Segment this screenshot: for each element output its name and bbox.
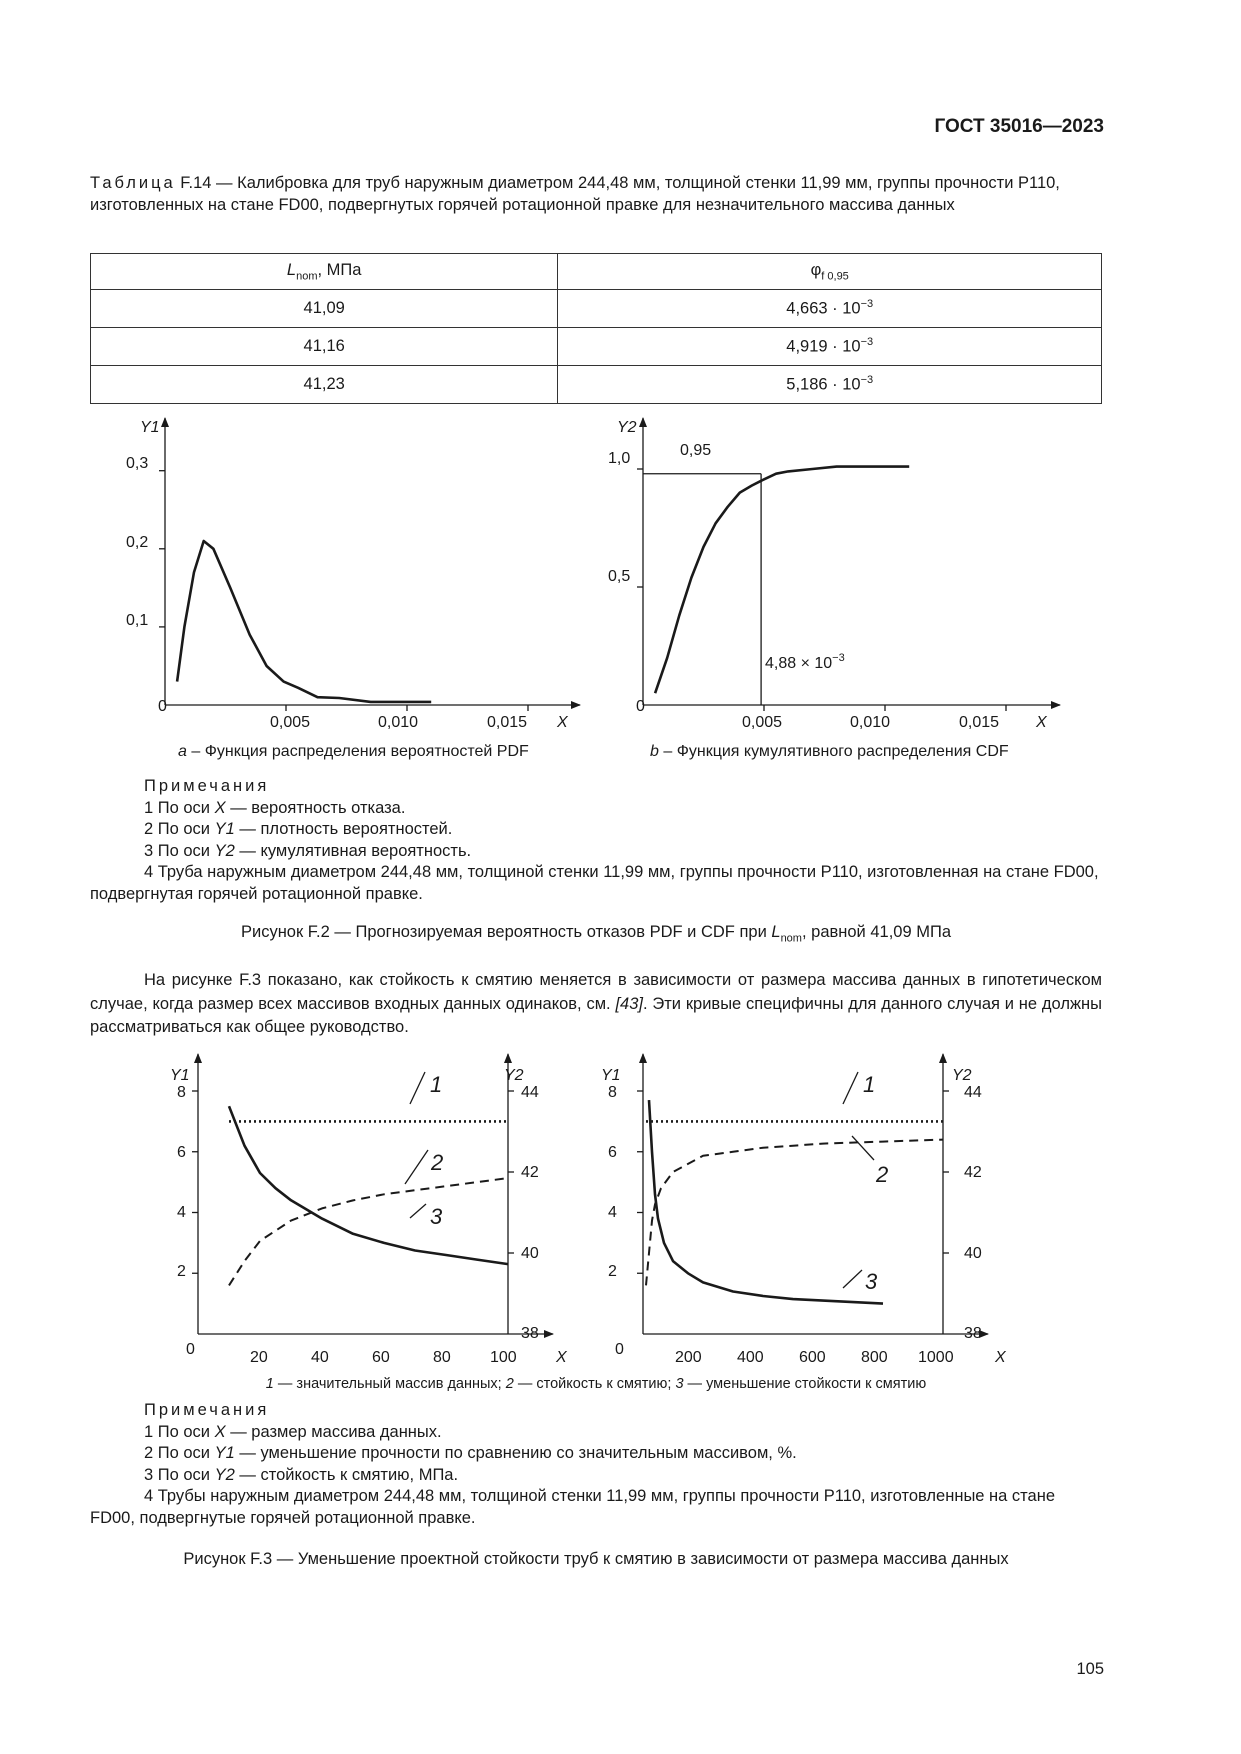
chart-b-caption: b – Функция кумулятивного распределения CDF	[650, 743, 1009, 760]
note-item: 3 По оси Y2 — кумулятивная вероятность.	[144, 841, 472, 860]
chart-a-pdf-series	[177, 541, 431, 702]
header-lnom: $L_{nom}$, МПа	[91, 254, 558, 290]
chart-a-ytick: 0,2	[126, 534, 149, 551]
f3-right-leader-1	[843, 1072, 858, 1104]
f3-right-series-3	[649, 1100, 883, 1304]
chart-b-095-label: 0,95	[680, 442, 712, 459]
note-item: 1 По оси X — вероятность отказа.	[144, 798, 406, 817]
cell-lnom: 41,23	[91, 366, 558, 404]
chart-b-xtick: 0,005	[742, 714, 783, 731]
cell-lnom: 41,16	[91, 328, 558, 366]
f3-left-y2tick: 40	[521, 1245, 539, 1262]
chart-a-ytick: 0,1	[126, 612, 149, 629]
f3-left-zero: 0	[186, 1341, 195, 1358]
chart-b-ytick: 1,0	[608, 450, 631, 467]
chart-a-ylabel: Y1	[140, 419, 160, 436]
f3-left-y1tick: 4	[177, 1204, 186, 1221]
f3-left-y2tick: 44	[521, 1084, 539, 1101]
figure-f3	[0, 1040, 1241, 1375]
chart-a-zero: 0	[158, 698, 167, 715]
note-item: 2 По оси Y1 — плотность вероятностей.	[144, 820, 453, 838]
f3-left-series-3	[229, 1106, 508, 1264]
chart-b-xlabel: X	[1036, 714, 1047, 731]
f3-left-curve-label: 2	[431, 1150, 444, 1175]
f3-left-leader-2	[405, 1150, 428, 1184]
note-item: 3 По оси Y2 — стойкость к смятию, МПа.	[144, 1465, 459, 1484]
f3-left-y2label: Y2	[504, 1067, 524, 1084]
f3-right-series-2	[646, 1140, 943, 1286]
f3-right-leader-2	[852, 1136, 874, 1160]
chart-b-x-annotation: $4,88 \times 10^{-3}$	[765, 652, 845, 672]
note-item: 2 По оси Y1 — уменьшение прочности по сравнению со значительным массивом, %.	[144, 1444, 797, 1462]
f3-right-xtick: 800	[861, 1349, 888, 1366]
chart-b-xtick: 0,010	[850, 714, 891, 731]
document-header: ГОСТ 35016—2023	[934, 116, 1104, 137]
f3-right-y1tick: 2	[608, 1263, 617, 1280]
f3-left-y1label: Y1	[170, 1067, 190, 1084]
f3-left-xtick: 60	[372, 1349, 390, 1366]
note-item: 4 Трубы наружным диаметром 244,48 мм, толщиной стенки 11,99 мм, группы прочности Р110, изготовленные на стане FD00, подвергнутые горячей ротационной правке.	[90, 1487, 1056, 1527]
note-item: 4 Труба наружным диаметром 244,48 мм, толщиной стенки 11,99 мм, группы прочности Р110, изготовленная на стане FD00, подвергнутая горячей ротационной правке.	[90, 863, 1099, 903]
f3-right-y2label: Y2	[952, 1067, 972, 1084]
chart-a-xtick: 0,005	[270, 714, 311, 731]
f3-right-y2tick: 40	[964, 1245, 982, 1262]
f3-left-y1tick: 6	[177, 1144, 186, 1161]
figure-f2	[0, 0, 1241, 790]
f3-right-xtick: 1000	[918, 1349, 954, 1366]
cell-lnom: 41,09	[91, 290, 558, 328]
notes-title: Примечания	[144, 1401, 270, 1419]
f3-left-y2tick: 42	[521, 1164, 539, 1181]
f3-right-xlabel: X	[995, 1349, 1006, 1366]
figure-f3-legend: 1 — значительный массив данных; 2 — стойкость к смятию; 3 — уменьшение стойкости к смятию	[265, 1376, 927, 1392]
f3-left-xtick: 100	[490, 1349, 517, 1366]
f3-left-leader-1	[410, 1072, 425, 1104]
f3-right-y1tick: 6	[608, 1144, 617, 1161]
cell-phi: $4,663 \cdot 10^{-3}$	[558, 290, 1102, 328]
chart-a-ytick: 0,3	[126, 455, 149, 472]
chart-a-xlabel: X	[557, 714, 568, 731]
table-caption-prefix: Таблица	[90, 174, 176, 192]
chart-b-ylabel: Y2	[617, 419, 637, 436]
f3-left-series-2	[229, 1178, 508, 1285]
f3-right-xtick: 400	[737, 1349, 764, 1366]
f3-right-y2tick: 44	[964, 1084, 982, 1101]
figure-f3-caption: Рисунок F.3 — Уменьшение проектной стойкости труб к смятию в зависимости от размера массива данных	[183, 1550, 1009, 1568]
page-number: 105	[1076, 1660, 1104, 1678]
notes-title: Примечания	[144, 777, 270, 795]
f3-right-xtick: 600	[799, 1349, 826, 1366]
f3-right-curve-label: 1	[863, 1072, 876, 1097]
figure-f2-caption: Рисунок F.2 — Прогнозируемая вероятность отказов PDF и CDF при $L_{nom}$, равной 41,09 МПа	[240, 923, 952, 945]
f3-left-y1tick: 8	[177, 1084, 186, 1101]
f3-left-xtick: 40	[311, 1349, 329, 1366]
fig3-notes	[90, 1400, 1102, 1529]
f3-left-leader-3	[410, 1204, 426, 1218]
chart-b-xtick: 0,015	[959, 714, 1000, 731]
f3-left-curve-label: 3	[430, 1204, 443, 1229]
fig2-notes	[90, 776, 1102, 905]
f3-right-xtick: 200	[675, 1349, 702, 1366]
note-item: 1 По оси X — размер массива данных.	[144, 1422, 442, 1441]
chart-f3-right	[637, 1054, 988, 1334]
f3-left-y2tick: 38	[521, 1325, 539, 1342]
cell-phi: $4,919 \cdot 10^{-3}$	[558, 328, 1102, 366]
f3-right-y1label: Y1	[601, 1067, 621, 1084]
f3-left-curve-label: 1	[430, 1072, 443, 1097]
header-phi: $\varphi_{f 0,95}$	[558, 254, 1102, 290]
cell-phi: $5,186 \cdot 10^{-3}$	[558, 366, 1102, 404]
f3-right-y2tick: 38	[964, 1325, 982, 1342]
f3-right-leader-3	[843, 1270, 862, 1288]
f3-right-y1tick: 8	[608, 1084, 617, 1101]
chart-b-zero: 0	[636, 698, 645, 715]
f3-right-y2tick: 42	[964, 1164, 982, 1181]
f3-right-zero: 0	[615, 1341, 624, 1358]
f3-right-curve-label: 3	[865, 1269, 878, 1294]
table-caption-text: F.14 — Калибровка для труб наружным диаметром 244,48 мм, толщиной стенки 11,99 мм, группы прочности Р110, изготовленных на стане FD00, подвергнутых горячей ротационной правке для незначительного массива данных	[90, 174, 1060, 214]
f3-right-y1tick: 4	[608, 1204, 617, 1221]
body-paragraph: На рисунке F.3 показано, как стойкость к смятию меняется в зависимости от размера массива данных в гипотетическом случае, когда размер всех массивов входных данных одинаков, см. [43]. Эти кривые специфичны для данного случая и не должны рассматриваться как общее руководство.	[90, 971, 1102, 1036]
f3-left-xtick: 80	[433, 1349, 451, 1366]
f3-left-xlabel: X	[556, 1349, 567, 1366]
f3-left-y1tick: 2	[177, 1263, 186, 1280]
chart-a-xtick: 0,010	[378, 714, 419, 731]
chart-b-ytick: 0,5	[608, 568, 631, 585]
chart-a-xtick: 0,015	[487, 714, 528, 731]
f3-right-curve-label: 2	[876, 1162, 889, 1187]
chart-f3-left	[192, 1054, 553, 1334]
f3-left-xtick: 20	[250, 1349, 268, 1366]
chart-a-caption: a – Функция распределения вероятностей PDF	[178, 743, 529, 760]
